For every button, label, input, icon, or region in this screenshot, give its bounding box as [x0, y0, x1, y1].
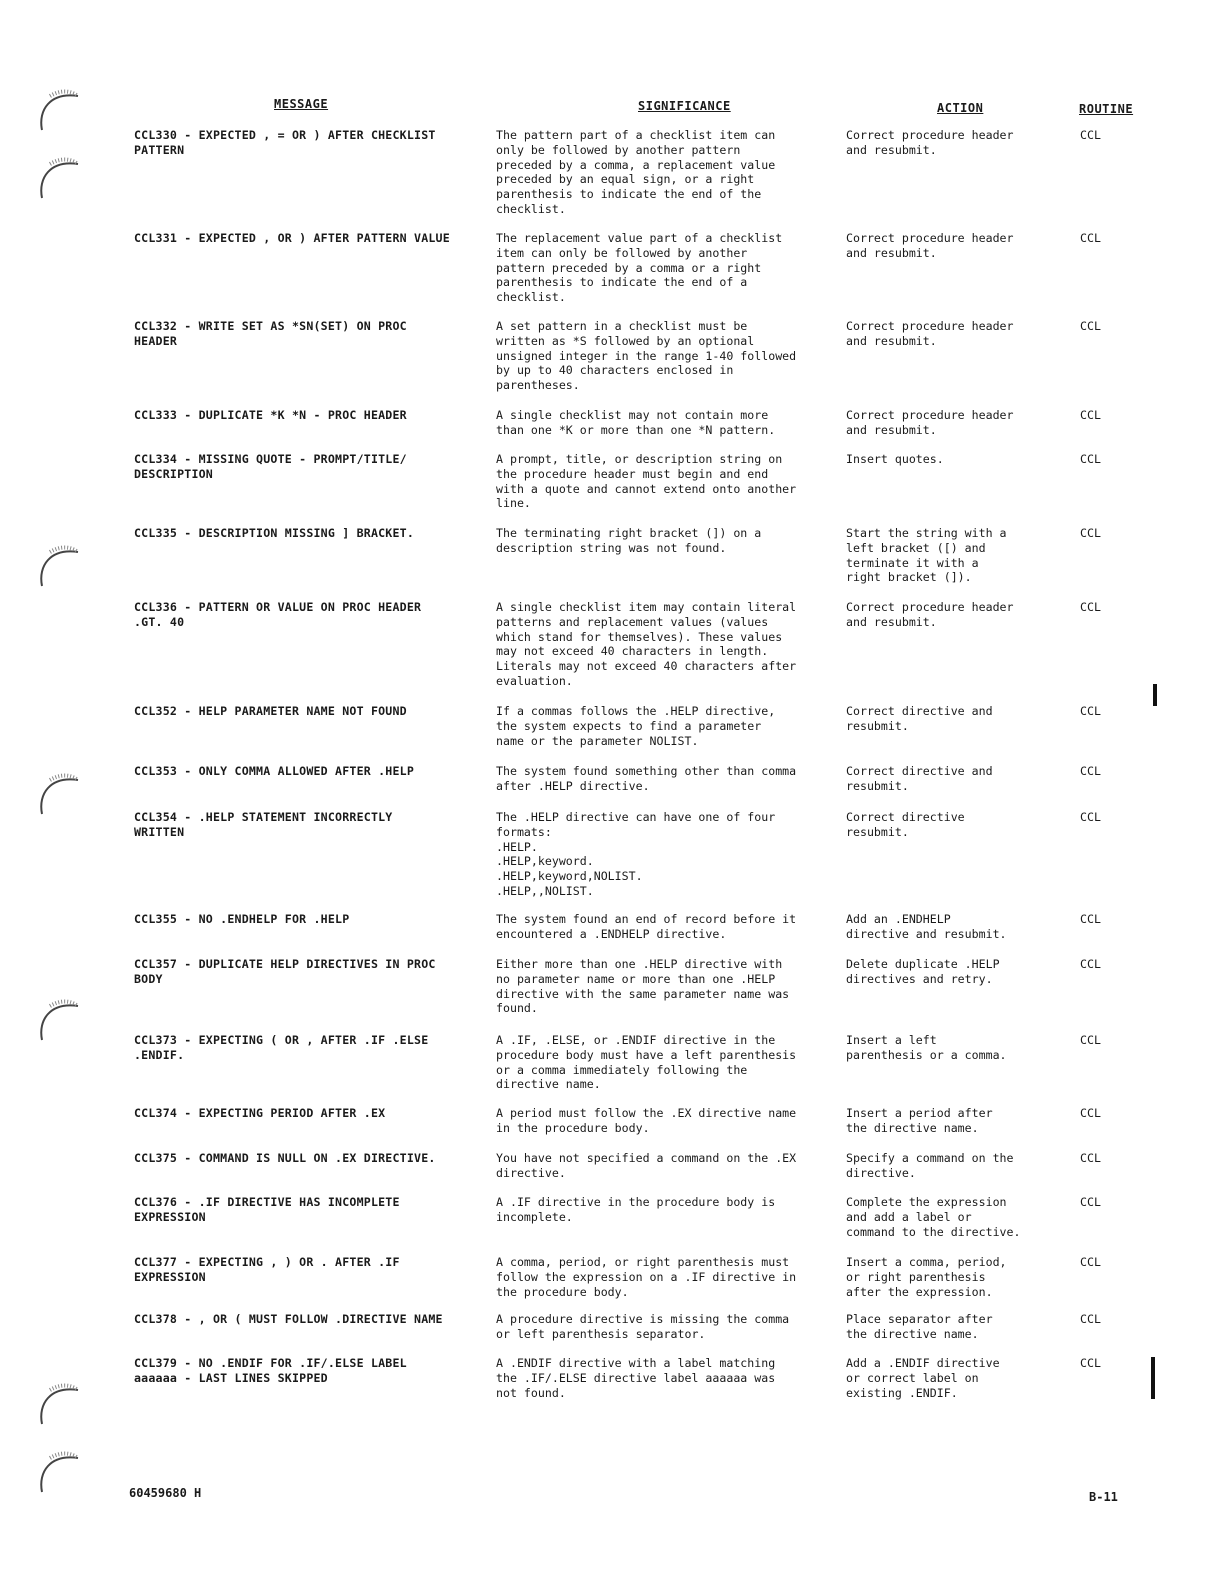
- action-text: Delete duplicate .HELP directives and retry.: [846, 957, 1000, 986]
- punch-hole-icon: [36, 1446, 84, 1496]
- significance-text: The system found something other than comma after .HELP directive.: [496, 764, 797, 793]
- routine-text: CCL: [1080, 810, 1101, 824]
- punch-hole-icon: [36, 84, 84, 134]
- message-text: CCL332 - WRITE SET AS *SN(SET) ON PROC HEADER: [134, 319, 407, 348]
- significance-text: The .HELP directive can have one of four formats: .HELP. .HELP,keyword. .HELP,keyword,NOLIST. .HELP,,NOLIST.: [496, 810, 776, 898]
- change-bar: [1151, 1357, 1155, 1399]
- routine-text: CCL: [1080, 957, 1101, 971]
- significance-text: A .IF directive in the procedure body is incomplete.: [496, 1195, 776, 1224]
- routine-text: CCL: [1080, 704, 1101, 718]
- header-significance: SIGNIFICANCE: [638, 99, 731, 113]
- routine-text: CCL: [1080, 600, 1101, 614]
- significance-text: The system found an end of record before it encountered a .ENDHELP directive.: [496, 912, 797, 941]
- routine-text: CCL: [1080, 526, 1101, 540]
- routine-text: CCL: [1080, 452, 1101, 466]
- significance-text: A comma, period, or right parenthesis must follow the expression on a .IF directive in the procedure body.: [496, 1255, 797, 1299]
- punch-hole-icon: [36, 994, 84, 1044]
- routine-text: CCL: [1080, 912, 1101, 926]
- significance-text: A .ENDIF directive with a label matching the .IF/.ELSE directive label aaaaaa was not found.: [496, 1356, 776, 1400]
- message-text: CCL377 - EXPECTING , ) OR . AFTER .IF EXPRESSION: [134, 1255, 400, 1284]
- action-text: Correct procedure header and resubmit.: [846, 600, 1014, 629]
- routine-text: CCL: [1080, 319, 1101, 333]
- action-text: Insert quotes.: [846, 452, 944, 466]
- action-text: Correct procedure header and resubmit.: [846, 319, 1014, 348]
- routine-text: CCL: [1080, 128, 1101, 142]
- action-text: Correct procedure header and resubmit.: [846, 408, 1014, 437]
- action-text: Complete the expression and add a label or command to the directive.: [846, 1195, 1021, 1239]
- action-text: Add a .ENDIF directive or correct label on existing .ENDIF.: [846, 1356, 1000, 1400]
- message-text: CCL355 - NO .ENDHELP FOR .HELP: [134, 912, 350, 926]
- punch-hole-icon: [36, 540, 84, 590]
- message-text: CCL379 - NO .ENDIF FOR .IF/.ELSE LABEL aaaaaa - LAST LINES SKIPPED: [134, 1356, 407, 1385]
- message-text: CCL378 - , OR ( MUST FOLLOW .DIRECTIVE NAME: [134, 1312, 443, 1326]
- significance-text: A single checklist may not contain more than one *K or more than one *N pattern.: [496, 408, 776, 437]
- action-text: Insert a comma, period, or right parenthesis after the expression.: [846, 1255, 1007, 1299]
- message-text: CCL334 - MISSING QUOTE - PROMPT/TITLE/ DESCRIPTION: [134, 452, 407, 481]
- significance-text: A single checklist item may contain literal patterns and replacement values (values which stand for themselves). These values may not exceed 40 characters in length. Literals may not exceed 40 characters after evaluation.: [496, 600, 797, 688]
- punch-hole-icon: [36, 152, 84, 202]
- message-text: CCL335 - DESCRIPTION MISSING ] BRACKET.: [134, 526, 415, 540]
- header-message: MESSAGE: [274, 97, 329, 111]
- routine-text: CCL: [1080, 231, 1101, 245]
- message-text: CCL375 - COMMAND IS NULL ON .EX DIRECTIVE.: [134, 1151, 436, 1165]
- significance-text: A set pattern in a checklist must be written as *S followed by an optional unsigned integer in the range 1-40 followed by up to 40 characters enclosed in parentheses.: [496, 319, 797, 393]
- page-number: B-11: [1089, 1490, 1118, 1504]
- message-text: CCL354 - .HELP STATEMENT INCORRECTLY WRITTEN: [134, 810, 393, 839]
- document-number: 60459680 H: [129, 1486, 202, 1500]
- message-text: CCL357 - DUPLICATE HELP DIRECTIVES IN PROC BODY: [134, 957, 436, 986]
- message-text: CCL352 - HELP PARAMETER NAME NOT FOUND: [134, 704, 407, 718]
- action-text: Add an .ENDHELP directive and resubmit.: [846, 912, 1007, 941]
- action-text: Correct procedure header and resubmit.: [846, 128, 1014, 157]
- significance-text: A .IF, .ELSE, or .ENDIF directive in the procedure body must have a left parenthesis or a comma immediately following the directive name.: [496, 1033, 797, 1092]
- routine-text: CCL: [1080, 1356, 1101, 1370]
- message-text: CCL333 - DUPLICATE *K *N - PROC HEADER: [134, 408, 407, 422]
- action-text: Correct directive and resubmit.: [846, 704, 993, 733]
- action-text: Insert a period after the directive name.: [846, 1106, 993, 1135]
- action-text: Correct directive and resubmit.: [846, 764, 993, 793]
- significance-text: The terminating right bracket (]) on a description string was not found.: [496, 526, 762, 555]
- message-text: CCL331 - EXPECTED , OR ) AFTER PATTERN VALUE: [134, 231, 450, 245]
- header-action: ACTION: [937, 101, 984, 115]
- significance-text: The replacement value part of a checklist item can only be followed by another pattern preceded by a comma or a right parenthesis to indicate the end of a checklist.: [496, 231, 783, 305]
- message-text: CCL330 - EXPECTED , = OR ) AFTER CHECKLIST PATTERN: [134, 128, 436, 157]
- message-text: CCL336 - PATTERN OR VALUE ON PROC HEADER .GT. 40: [134, 600, 422, 629]
- significance-text: You have not specified a command on the .EX directive.: [496, 1151, 797, 1180]
- action-text: Start the string with a left bracket ([) and terminate it with a right bracket (]).: [846, 526, 1007, 585]
- action-text: Correct directive resubmit.: [846, 810, 965, 839]
- message-text: CCL373 - EXPECTING ( OR , AFTER .IF .ELSE .ENDIF.: [134, 1033, 429, 1062]
- routine-text: CCL: [1080, 1033, 1101, 1047]
- significance-text: A procedure directive is missing the comma or left parenthesis separator.: [496, 1312, 790, 1341]
- significance-text: If a commas follows the .HELP directive, the system expects to find a parameter name or the parameter NOLIST.: [496, 704, 776, 748]
- significance-text: A period must follow the .EX directive name in the procedure body.: [496, 1106, 797, 1135]
- routine-text: CCL: [1080, 1151, 1101, 1165]
- significance-text: A prompt, title, or description string on the procedure header must begin and end with a quote and cannot extend onto another line.: [496, 452, 797, 511]
- action-text: Specify a command on the directive.: [846, 1151, 1014, 1180]
- punch-hole-icon: [36, 768, 84, 818]
- change-bar: [1153, 684, 1157, 706]
- message-text: CCL374 - EXPECTING PERIOD AFTER .EX: [134, 1106, 386, 1120]
- routine-text: CCL: [1080, 1195, 1101, 1209]
- action-text: Insert a left parenthesis or a comma.: [846, 1033, 1007, 1062]
- routine-text: CCL: [1080, 408, 1101, 422]
- message-text: CCL353 - ONLY COMMA ALLOWED AFTER .HELP: [134, 764, 415, 778]
- message-text: CCL376 - .IF DIRECTIVE HAS INCOMPLETE EXPRESSION: [134, 1195, 400, 1224]
- action-text: Place separator after the directive name.: [846, 1312, 993, 1341]
- punch-hole-icon: [36, 1378, 84, 1428]
- action-text: Correct procedure header and resubmit.: [846, 231, 1014, 260]
- routine-text: CCL: [1080, 1106, 1101, 1120]
- header-routine: ROUTINE: [1079, 102, 1134, 116]
- routine-text: CCL: [1080, 764, 1101, 778]
- routine-text: CCL: [1080, 1255, 1101, 1269]
- significance-text: The pattern part of a checklist item can only be followed by another pattern preceded by a comma, a replacement value preceded by an equal sign, or a right parenthesis to indicate the end of the checklist.: [496, 128, 776, 216]
- significance-text: Either more than one .HELP directive with no parameter name or more than one .HELP directive with the same parameter name was found.: [496, 957, 790, 1016]
- routine-text: CCL: [1080, 1312, 1101, 1326]
